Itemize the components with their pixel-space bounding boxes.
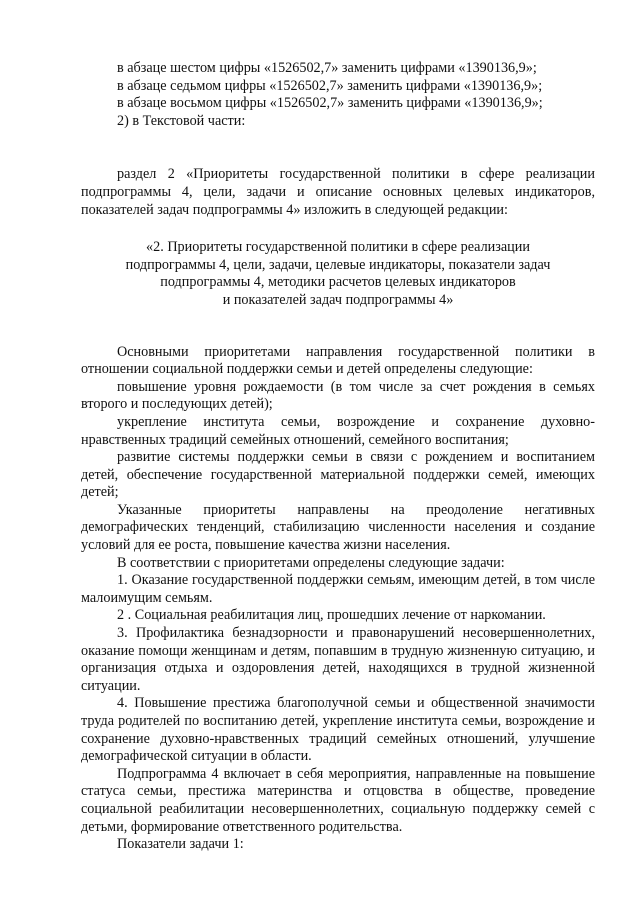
body-paragraph-3: укрепление института семьи, возрождение и сохранение духовно-нравственных традиций семейных отношений, семейного воспитания;: [81, 413, 595, 448]
intro-block: [117, 60, 595, 130]
intro-line-4: 2) в Текстовой части:: [117, 112, 246, 129]
body-paragraph-1: Основными приоритетами направления государственной политики в отношении социальной поддержки семьи и детей определены следующие:: [81, 343, 595, 378]
heading-line-1: «2. Приоритеты государственной политики в сфере реализации: [146, 239, 530, 256]
body-paragraph-6: В соответствии с приоритетами определены следующие задачи:: [117, 554, 505, 571]
document-page: [81, 60, 595, 854]
body-paragraph-11: Подпрограмма 4 включает в себя мероприятия, направленные на повышение статуса семьи, престижа материнства и отцовства в обществе, проведение социальной реабилитации несовершеннолетних, социальную поддержку семей с детьми, формирование ответственного родительства.: [81, 765, 595, 835]
body-paragraph-2: повышение уровня рождаемости (в том числе за счет рождения в семьях второго и последующих детей);: [81, 378, 595, 413]
intro-line-3: в абзаце восьмом цифры «1526502,7» заменить цифрами «1390136,9»;: [117, 95, 543, 112]
body-paragraph-9: 3. Профилактика безнадзорности и правонарушений несовершеннолетних, оказание помощи женщинам и детям, попавшим в трудную жизненную ситуацию, и организация отдыха и оздоровления детей, находящихся в трудной жизненной ситуации.: [81, 625, 595, 694]
heading-line-4: и показателей задач подпрограммы 4»: [222, 291, 454, 308]
intro-line-2: в абзаце седьмом цифры «1526502,7» заменить цифрами «1390136,9»;: [117, 77, 543, 94]
body-paragraph-10: 4. Повышение престижа благополучной семьи и общественной значимости труда родителей по воспитанию детей, укрепление института семьи, возрождение и сохранение духовно-нравственных традиций семейных отношений, улучшение демографической ситуации в области.: [81, 695, 595, 765]
body-paragraph-7: 1. Оказание государственной поддержки семьям, имеющим детей, в том числе малоимущим семьям.: [81, 572, 595, 606]
body-paragraph-8: 2 . Социальная реабилитация лиц, прошедших лечение от наркомании.: [117, 607, 546, 624]
body-paragraph-5: Указанные приоритеты направлены на преодоление негативных демографических тенденций, стабилизацию численности населения и создание условий для ее роста, повышение качества жизни населения.: [81, 501, 595, 554]
body-paragraph-4: развитие системы поддержки семьи в связи с рождением и воспитанием детей, обеспечение государственной материальной поддержки семей, имеющих детей;: [81, 449, 595, 501]
section-instruction: раздел 2 «Приоритеты государственной политики в сфере реализации подпрограммы 4, цели, задачи и описание основных целевых индикаторов, показателей задач подпрограммы 4» изложить в следующей редакции:: [81, 166, 595, 218]
section-heading: [81, 239, 595, 309]
heading-line-3: подпрограммы 4, методики расчетов целевых индикаторов: [160, 274, 516, 291]
heading-line-2: подпрограммы 4, цели, задачи, целевые индикаторы, показатели задач: [125, 256, 551, 273]
intro-line-1: в абзаце шестом цифры «1526502,7» заменить цифрами «1390136,9»;: [117, 60, 537, 76]
body-text: [81, 344, 595, 854]
body-paragraph-12: Показатели задачи 1:: [117, 836, 244, 853]
